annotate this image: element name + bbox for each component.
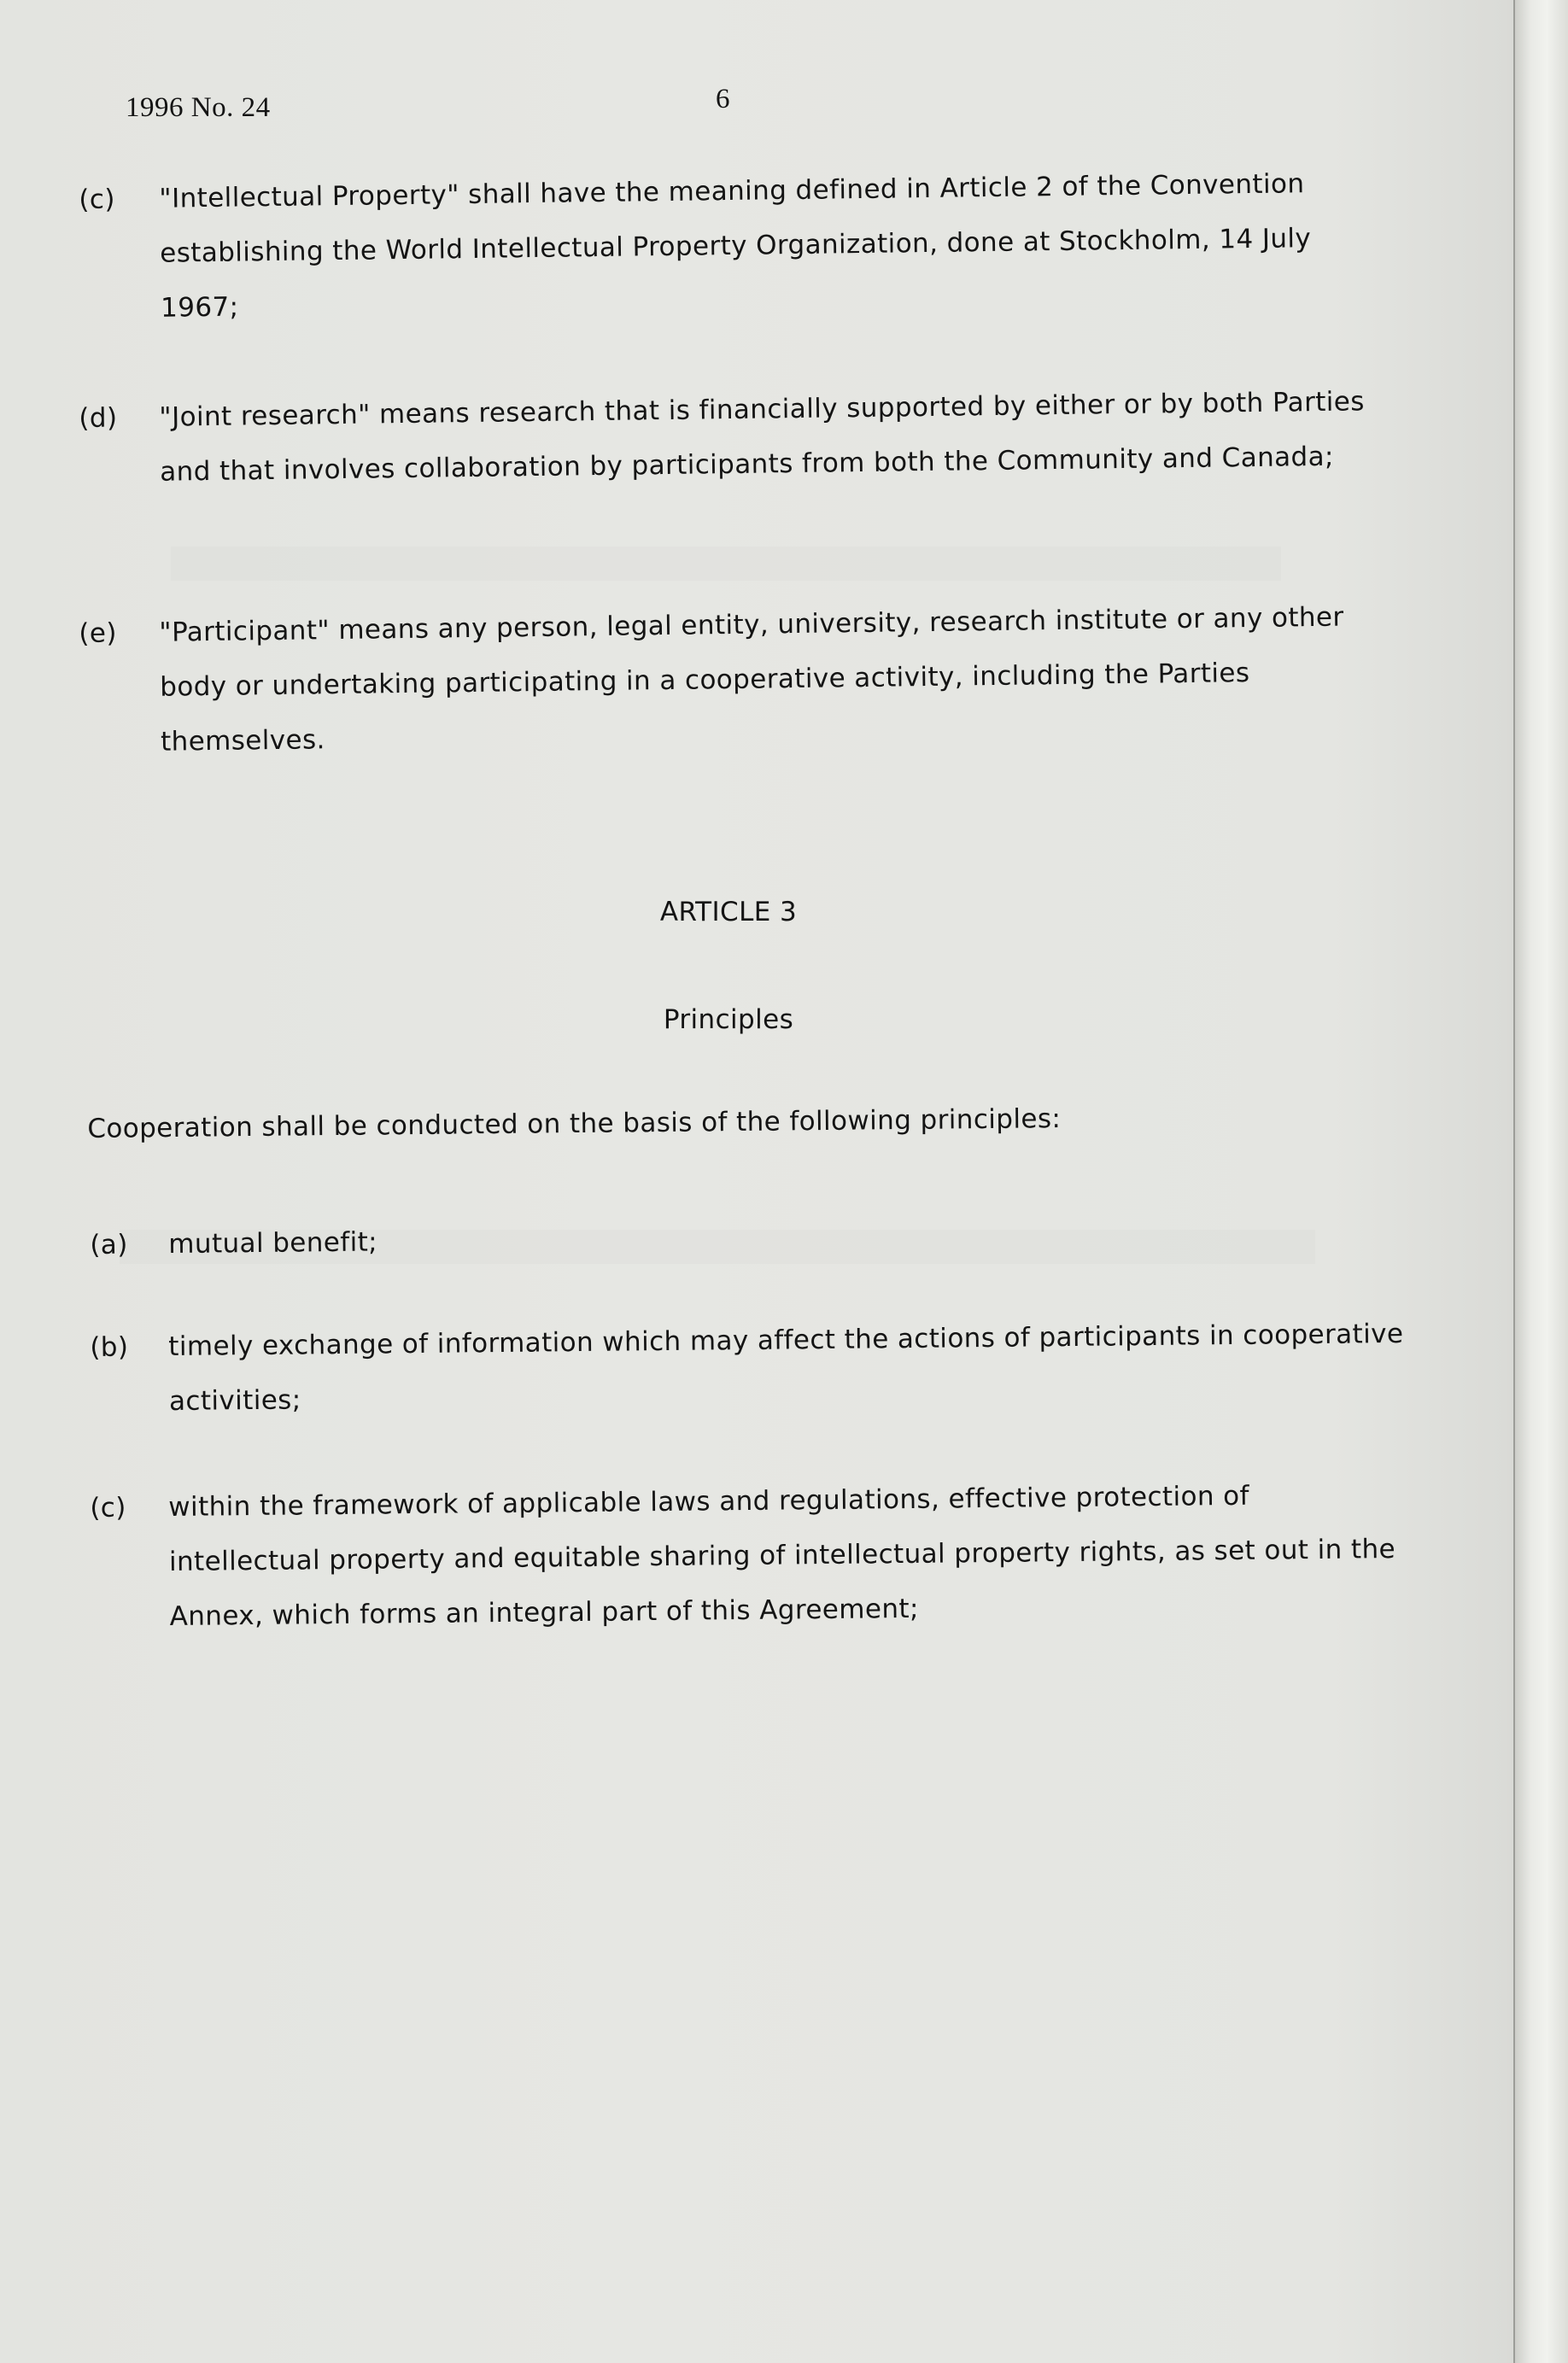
definition-text: "Intellectual Property" shall have the meaning defined in Article 2 of the Convention establishing the World Intellectual Property Organization, done at Stockholm, 14 July 1967; xyxy=(159,168,1312,324)
publication-reference: 1996 No. 24 xyxy=(126,92,271,123)
page-number: 6 xyxy=(716,84,730,114)
principle-item xyxy=(90,1214,377,1272)
principle-item xyxy=(90,1467,1407,1645)
definition-text: "Participant" means any person, legal entity, university, research institute or any other body or undertaking participating in a cooperative activity, including the Parties themselves. xyxy=(159,601,1344,757)
show-through-band xyxy=(171,547,1281,581)
article-subtitle: Principles xyxy=(663,1004,794,1035)
principle-text: mutual benefit; xyxy=(168,1226,378,1260)
principle-text: timely exchange of information which may affect the actions of participants in cooperative activities; xyxy=(168,1318,1404,1418)
principle-item xyxy=(90,1307,1406,1430)
principle-marker: (c) xyxy=(90,1492,126,1524)
definition-marker: (e) xyxy=(79,617,118,649)
principle-marker: (b) xyxy=(90,1331,129,1363)
page-edge xyxy=(1513,0,1568,2363)
definition-item xyxy=(79,589,1395,770)
principle-text: within the framework of applicable laws and regulations, effective protection of intellectual property and equitable sharing of intellectual property rights, as set out in the Annex, which forms an integral part of this Agreement; xyxy=(168,1480,1396,1633)
definition-marker: (d) xyxy=(79,402,118,434)
principle-marker: (a) xyxy=(90,1229,128,1260)
definition-text: "Joint research" means research that is financially supported by either or by both Parties and that involves collaboration by participants from both the Community and Canada; xyxy=(159,386,1366,488)
article-intro: Cooperation shall be conducted on the basis of the following principles: xyxy=(87,1103,1062,1144)
definition-item xyxy=(79,374,1395,500)
definition-item xyxy=(79,155,1395,336)
article-title: ARTICLE 3 xyxy=(659,897,798,927)
definition-marker: (c) xyxy=(79,184,116,215)
